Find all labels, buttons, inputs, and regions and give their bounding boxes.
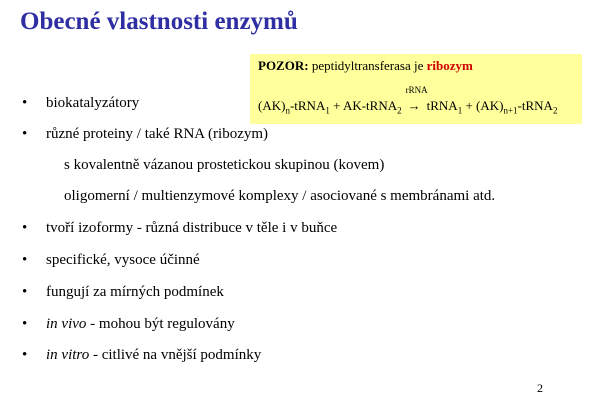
bullet-item: tvoří izoformy - různá distribuce v těle i v buňce: [46, 220, 338, 236]
bullet-symbol: •: [22, 95, 28, 111]
note-highlight: ribozym: [426, 58, 473, 73]
sub-item: oligomerní / multienzymové komplexy / asociované s membránami atd.: [64, 188, 496, 204]
reaction-right-c: -tRNA: [517, 98, 553, 113]
bullet-item: [46, 347, 261, 364]
reaction-right-a-sub: 1: [457, 105, 463, 116]
reaction-right-b: (AK): [476, 98, 504, 113]
reaction-right-c-sub: 2: [552, 105, 558, 116]
bullet-symbol: •: [22, 252, 28, 268]
reaction-plus-2: +: [462, 98, 477, 113]
bullet-italic-term: in vivo: [46, 316, 87, 332]
bullet-symbol: •: [22, 316, 28, 332]
reaction-left-c-sub: 2: [397, 105, 402, 116]
reaction-left-b: -tRNA: [289, 98, 326, 113]
reaction-left-a-sub: n: [285, 105, 290, 116]
bullet-symbol: •: [22, 284, 28, 300]
slide-title: Obecné vlastnosti enzymů: [20, 8, 298, 35]
note-label: POZOR:: [258, 58, 309, 73]
reaction-equation: [258, 85, 558, 116]
reaction-arrow-label: rRNA: [405, 85, 428, 95]
bullet-symbol: •: [22, 220, 28, 236]
reaction-left-b-sub: 1: [325, 105, 330, 116]
bullet-item: biokatalyzátory: [46, 95, 140, 111]
bullet-item: specifické, vysoce účinné: [46, 252, 200, 268]
bullet-item: různé proteiny / také RNA (ribozym): [46, 126, 269, 142]
bullet-item: [46, 316, 235, 333]
bullet-item-text: - mohou být regulovány: [86, 316, 235, 332]
reaction-arrow-group: [405, 85, 428, 114]
note-heading: [258, 58, 473, 74]
reaction-arrow: →: [407, 98, 421, 113]
reaction-plus-1: +: [329, 98, 343, 113]
bullet-item-text: - citlivé na vnější podmínky: [89, 347, 262, 363]
reaction-right-a: tRNA: [426, 98, 458, 113]
page-number: 2: [537, 381, 543, 395]
bullet-symbol: •: [22, 126, 28, 142]
sub-item: s kovalentně vázanou prostetickou skupinou (kovem): [64, 157, 385, 173]
bullet-symbol: •: [22, 347, 28, 363]
reaction-right-b-sub: n+1: [503, 105, 518, 116]
bullet-item: fungují za mírných podmínek: [46, 284, 224, 300]
reaction-left-c: AK-tRNA: [342, 98, 398, 113]
reaction-left-a: (AK): [258, 98, 286, 113]
note-text: peptidyltransferasa je: [308, 58, 427, 73]
note-box: [250, 54, 582, 124]
bullet-italic-term: in vitro: [46, 347, 90, 363]
